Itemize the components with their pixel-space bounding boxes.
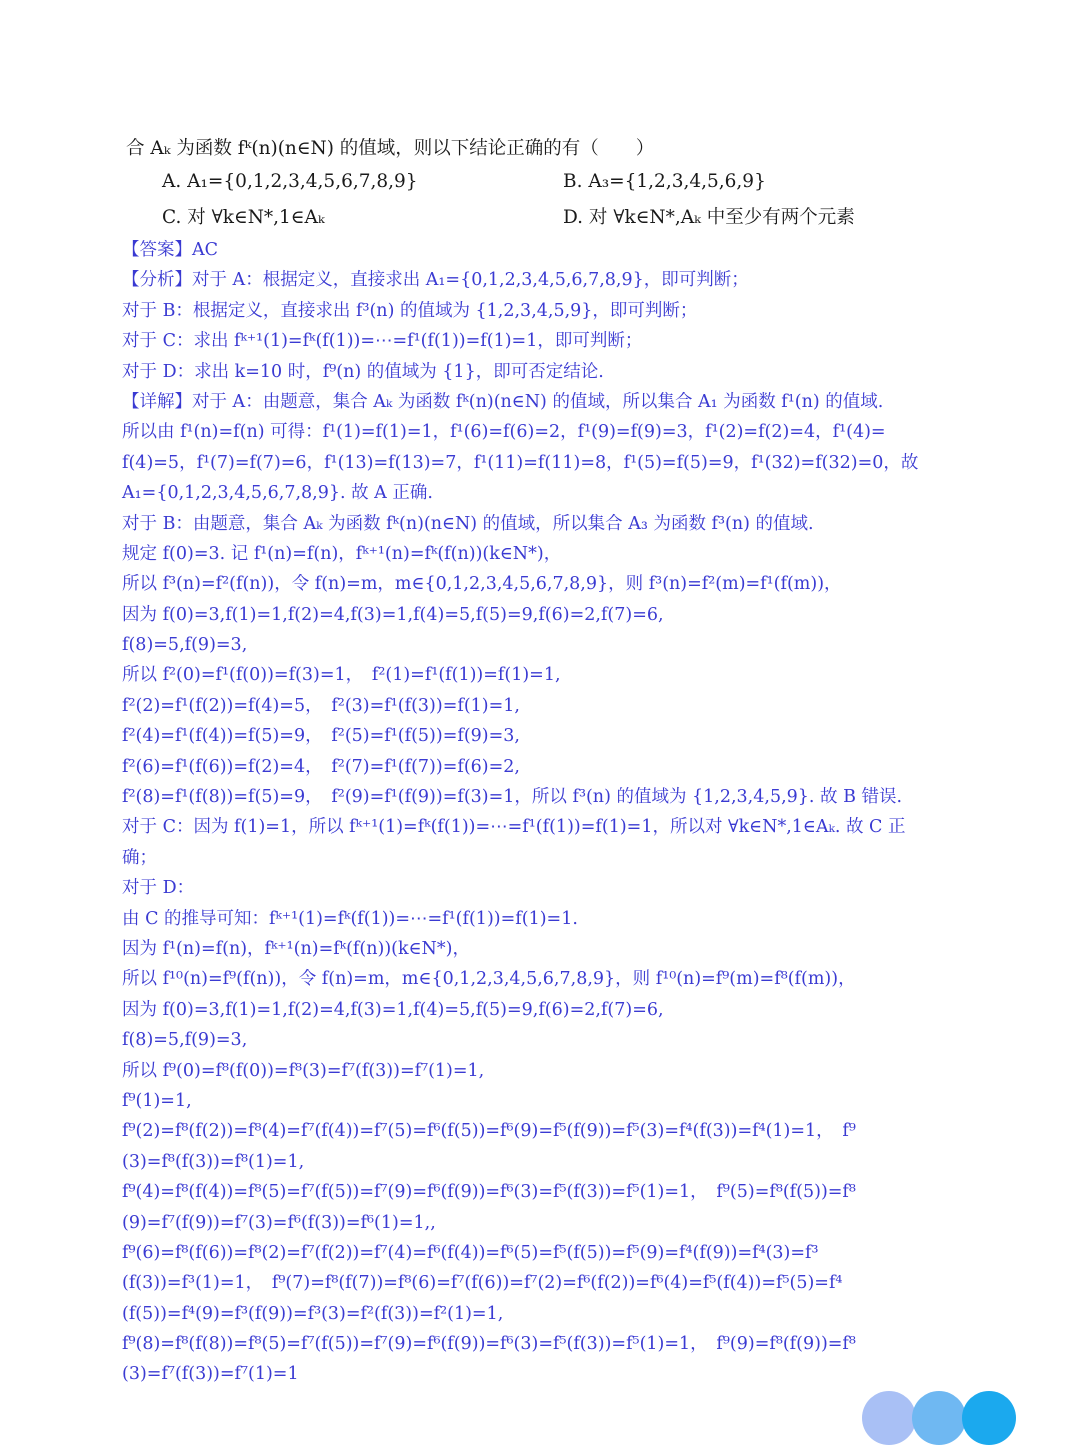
detail-line: 【详解】对于 A：由题意，集合 Aₖ 为函数 fᵏ(n)(n∈N) 的值域，所以集合 A₁ 为函数 f¹(n) 的值域. bbox=[122, 391, 884, 412]
detail-line: 所以 f¹⁰(n)=f⁹(f(n))，令 f(n)=m，m∈{0,1,2,3,4,5,6,7,8,9}，则 f¹⁰(n)=f⁹(m)=f⁸(f(m))， bbox=[122, 969, 856, 990]
detail-line: 对于 D： bbox=[122, 878, 195, 899]
detail-line: f²(8)=f¹(f(8))=f(5)=9， f²(9)=f¹(f(9))=f(3)=1，所以 f³(n) 的值域为 {1,2,3,4,5,9}. 故 B 错误. bbox=[122, 787, 903, 808]
question-stem: 合 Aₖ 为函数 fᵏ(n)(n∈N) 的值域，则以下结论正确的有（ ） bbox=[126, 138, 655, 159]
option-b: B. A₃={1,2,3,4,5,6,9} bbox=[563, 171, 766, 192]
detail-line: 因为 f(0)=3,f(1)=1,f(2)=4,f(3)=1,f(4)=5,f(5)=9,f(6)=2,f(7)=6, bbox=[122, 604, 664, 625]
analysis-line: 对于 B：根据定义，直接求出 f³(n) 的值域为 {1,2,3,4,5,9}，即可判断； bbox=[122, 300, 698, 321]
detail-line: f⁹(4)=f⁸(f(4))=f⁸(5)=f⁷(f(5))=f⁷(9)=f⁶(f(9))=f⁶(3)=f⁵(f(3))=f⁵(1)=1， f⁹(5)=f⁸(f(5))=f⁸ bbox=[122, 1182, 856, 1203]
detail-line: f(8)=5,f(9)=3, bbox=[122, 1030, 248, 1051]
detail-line: 由 C 的推导可知：fᵏ⁺¹(1)=fᵏ(f(1))=⋯=f¹(f(1))=f(1)=1. bbox=[122, 908, 578, 929]
detail-line: f⁹(2)=f⁸(f(2))=f⁸(4)=f⁷(f(4))=f⁷(5)=f⁶(f(5))=f⁶(9)=f⁵(f(9))=f⁵(3)=f⁴(f(3))=f⁴(1)=1， f⁹ bbox=[122, 1121, 856, 1142]
detail-line: f⁹(1)=1, bbox=[122, 1090, 192, 1111]
detail-line: (f(3))=f³(1)=1， f⁹(7)=f⁸(f(7))=f⁸(6)=f⁷(f(6))=f⁷(2)=f⁶(f(2))=f⁶(4)=f⁵(f(4))=f⁵(5)=f⁴ bbox=[122, 1273, 843, 1294]
options-row-2 bbox=[126, 200, 1026, 236]
option-a: A. A₁={0,1,2,3,4,5,6,7,8,9} bbox=[162, 171, 418, 192]
detail-line: f(4)=5，f¹(7)=f(7)=6，f¹(13)=f(13)=7，f¹(11)=f(11)=8，f¹(5)=f(5)=9，f¹(32)=f(32)=0，故 bbox=[122, 452, 919, 473]
detail-line: 因为 f(0)=3,f(1)=1,f(2)=4,f(3)=1,f(4)=5,f(5)=9,f(6)=2,f(7)=6, bbox=[122, 999, 664, 1020]
detail-line: 所以 f⁹(0)=f⁸(f(0))=f⁸(3)=f⁷(f(3))=f⁷(1)=1, bbox=[122, 1060, 485, 1081]
answer-line: 【答案】AC bbox=[122, 240, 219, 260]
option-d: D. 对 ∀k∈N*,Aₖ 中至少有两个元素 bbox=[563, 207, 855, 228]
detail-line: 所以 f²(0)=f¹(f(0))=f(3)=1， f²(1)=f¹(f(1))=f(1)=1, bbox=[122, 665, 561, 686]
detail-line: 规定 f(0)=3. 记 f¹(n)=f(n)，fᵏ⁺¹(n)=fᵏ(f(n))(k∈N*)， bbox=[122, 543, 562, 564]
analysis-line: 对于 D：求出 k=10 时，f⁹(n) 的值域为 {1}，即可否定结论. bbox=[122, 361, 604, 382]
detail-line: (f(5))=f⁴(9)=f³(f(9))=f³(3)=f²(f(3))=f²(1)=1, bbox=[122, 1303, 504, 1324]
detail-line: f²(4)=f¹(f(4))=f(5)=9， f²(5)=f¹(f(5))=f(9)=3, bbox=[122, 726, 520, 747]
decor-circle bbox=[962, 1391, 1016, 1445]
detail-line: 所以 f³(n)=f²(f(n))，令 f(n)=m，m∈{0,1,2,3,4,5,6,7,8,9}，则 f³(n)=f²(m)=f¹(f(m))， bbox=[122, 574, 842, 595]
detail-line: 所以由 f¹(n)=f(n) 可得：f¹(1)=f(1)=1，f¹(6)=f(6)=2，f¹(9)=f(9)=3，f¹(2)=f(2)=4，f¹(4)= bbox=[122, 422, 886, 443]
detail-line: f²(6)=f¹(f(6))=f(2)=4， f²(7)=f¹(f(7))=f(6)=2, bbox=[122, 756, 520, 777]
detail-line: (3)=f⁸(f(3))=f⁸(1)=1, bbox=[122, 1151, 305, 1172]
option-c: C. 对 ∀k∈N*,1∈Aₖ bbox=[162, 207, 325, 228]
detail-line: (9)=f⁷(f(9))=f⁷(3)=f⁶(f(3))=f⁶(1)=1,, bbox=[122, 1212, 436, 1233]
detail-line: 确； bbox=[122, 847, 157, 868]
detail-line: f⁹(8)=f⁸(f(8))=f⁸(5)=f⁷(f(5))=f⁷(9)=f⁶(f(9))=f⁶(3)=f⁵(f(3))=f⁵(1)=1， f⁹(9)=f⁸(f(9))=f⁸ bbox=[122, 1334, 856, 1355]
analysis-line: 【分析】对于 A：根据定义，直接求出 A₁={0,1,2,3,4,5,6,7,8,9}，即可判断； bbox=[122, 270, 749, 291]
detail-line: (3)=f⁷(f(3))=f⁷(1)=1 bbox=[122, 1364, 299, 1385]
decor-circle bbox=[862, 1391, 916, 1445]
decor-circle bbox=[912, 1391, 966, 1445]
question-block bbox=[126, 134, 1026, 236]
analysis-line: 对于 C：求出 fᵏ⁺¹(1)=fᵏ(f(1))=⋯=f¹(f(1))=f(1)=1，即可判断； bbox=[122, 331, 643, 352]
detail-line: f⁹(6)=f⁸(f(6))=f⁸(2)=f⁷(f(2))=f⁷(4)=f⁶(f(4))=f⁶(5)=f⁵(f(5))=f⁵(9)=f⁴(f(9))=f⁴(3)=f³ bbox=[122, 1242, 819, 1263]
options-row-1 bbox=[126, 164, 1026, 200]
detail-line: f(8)=5,f(9)=3, bbox=[122, 635, 248, 656]
detail-line: 因为 f¹(n)=f(n)，fᵏ⁺¹(n)=fᵏ(f(n))(k∈N*)， bbox=[122, 938, 470, 959]
detail-line: f²(2)=f¹(f(2))=f(4)=5， f²(3)=f¹(f(3))=f(1)=1, bbox=[122, 695, 520, 716]
solution-block bbox=[122, 235, 1012, 1390]
detail-line: A₁={0,1,2,3,4,5,6,7,8,9}. 故 A 正确. bbox=[122, 483, 433, 504]
detail-line: 对于 B：由题意，集合 Aₖ 为函数 fᵏ(n)(n∈N) 的值域，所以集合 A₃ 为函数 f³(n) 的值域. bbox=[122, 513, 814, 534]
detail-line: 对于 C：因为 f(1)=1，所以 fᵏ⁺¹(1)=fᵏ(f(1))=⋯=f¹(f(1))=f(1)=1，所以对 ∀k∈N*,1∈Aₖ. 故 C 正 bbox=[122, 817, 906, 838]
